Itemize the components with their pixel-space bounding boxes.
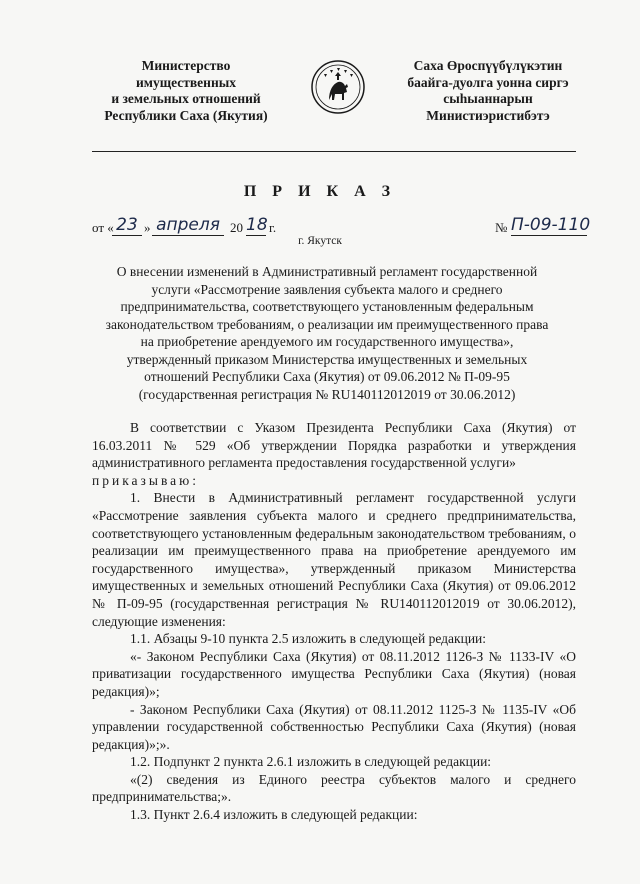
date-month: апреля [152,215,224,236]
header-left-line: и земельных отношений [111,91,261,106]
date-quote-close: » [144,220,151,235]
date-year-label: г. [269,220,277,235]
paragraph-1-1: 1.1. Абзацы 9-10 пункта 2.5 изложить в следующей редакции: [130,631,487,647]
header-divider [92,151,576,152]
date-prefix: от « [92,220,114,235]
header-left-line: Министерство [141,58,231,73]
yakutia-emblem-icon [311,60,365,114]
number-value: П-09-110 [511,215,591,235]
date-year-prefix: 20 [230,220,243,235]
header-right-line: баайга-дуолга уонна сиргэ [407,74,569,90]
city: г. Якутск [298,235,342,247]
ministry-name-yakut [388,58,588,124]
document-title: П Р И К А З [243,183,397,200]
subject-line: законодательством требованиям, о реализации им преимущественного права [105,316,549,332]
header-left-line: Республики Саха (Якутия) [104,107,268,123]
header-right-line: сыһыаннарын [443,91,533,106]
number-sign: № [495,220,508,235]
subject-line: предпринимательства, соответствующего установленным федеральным [120,299,534,314]
paragraph-1-1-b: - Законом Республики Саха (Якутия) от 08.11.2012 1125-З № 1135-IV «Об управлении государственной собственностью Республики Саха (Якутия) (новая редакция)»;». [92,701,576,752]
order-subject [82,263,572,403]
ministry-name-russian [86,58,286,124]
preamble-paragraph: В соответствии с Указом Президента Республики Саха (Якутия) от 16.03.2011 № 529 «Об утверждении Порядка разработки и утверждения административного регламента предоставления государственной услуги» [92,420,576,471]
header-right-line: Саха Өроспүүбүлүкэтин [413,58,563,73]
order-body [92,419,576,824]
subject-line: утвержденный приказом Министерства имущественных и земельных [126,351,528,367]
subject-line: О внесении изменений в Административный регламент государственной [116,264,538,279]
date-year-suffix: 18 [246,215,268,235]
paragraph-1-1-a: «- Законом Республики Саха (Якутия) от 08.11.2012 1126-З № 1133-IV «О приватизации государственного имущества Республики Саха (Якутия) (новая редакция)»; [92,648,576,699]
date-day: 23 [112,215,142,236]
order-word: приказываю: [92,472,199,488]
header-right-line: Министиэристибэтэ [426,107,550,123]
paragraph-1-2: 1.2. Подпункт 2 пункта 2.6.1 изложить в следующей редакции: [130,754,492,770]
subject-line: на приобретение арендуемого им государственного имущества», [140,334,514,349]
header-left-line: имущественных [135,74,237,90]
subject-line: отношений Республики Саха (Якутия) от 09.06.2012 № П-09-95 [144,369,510,384]
paragraph-1-3: 1.3. Пункт 2.6.4 изложить в следующей редакции: [130,807,418,823]
paragraph-1-2-a: «(2) сведения из Единого реестра субъектов малого и среднего предпринимательства;». [92,771,576,805]
paragraph-1: 1. Внести в Административный регламент государственной услуги «Рассмотрение заявления субъекта малого и среднего предпринимательства, соответствующего установленным федеральным законодательством требованиям, о реализации им преимущественного права на приобретение арендуемого им государственного имущества», утвержденный приказом Министерства имущественных и земельных отношений Республики Саха (Якутия) от 09.06.2012 № П-09-95 (государственная регистрация № RU140112012019 от 30.06.2012), следующие изменения: [92,490,576,629]
subject-line: (государственная регистрация № RU140112012019 от 30.06.2012) [138,386,516,402]
subject-line: услуги «Рассмотрение заявления субъекта малого и среднего [151,281,503,297]
